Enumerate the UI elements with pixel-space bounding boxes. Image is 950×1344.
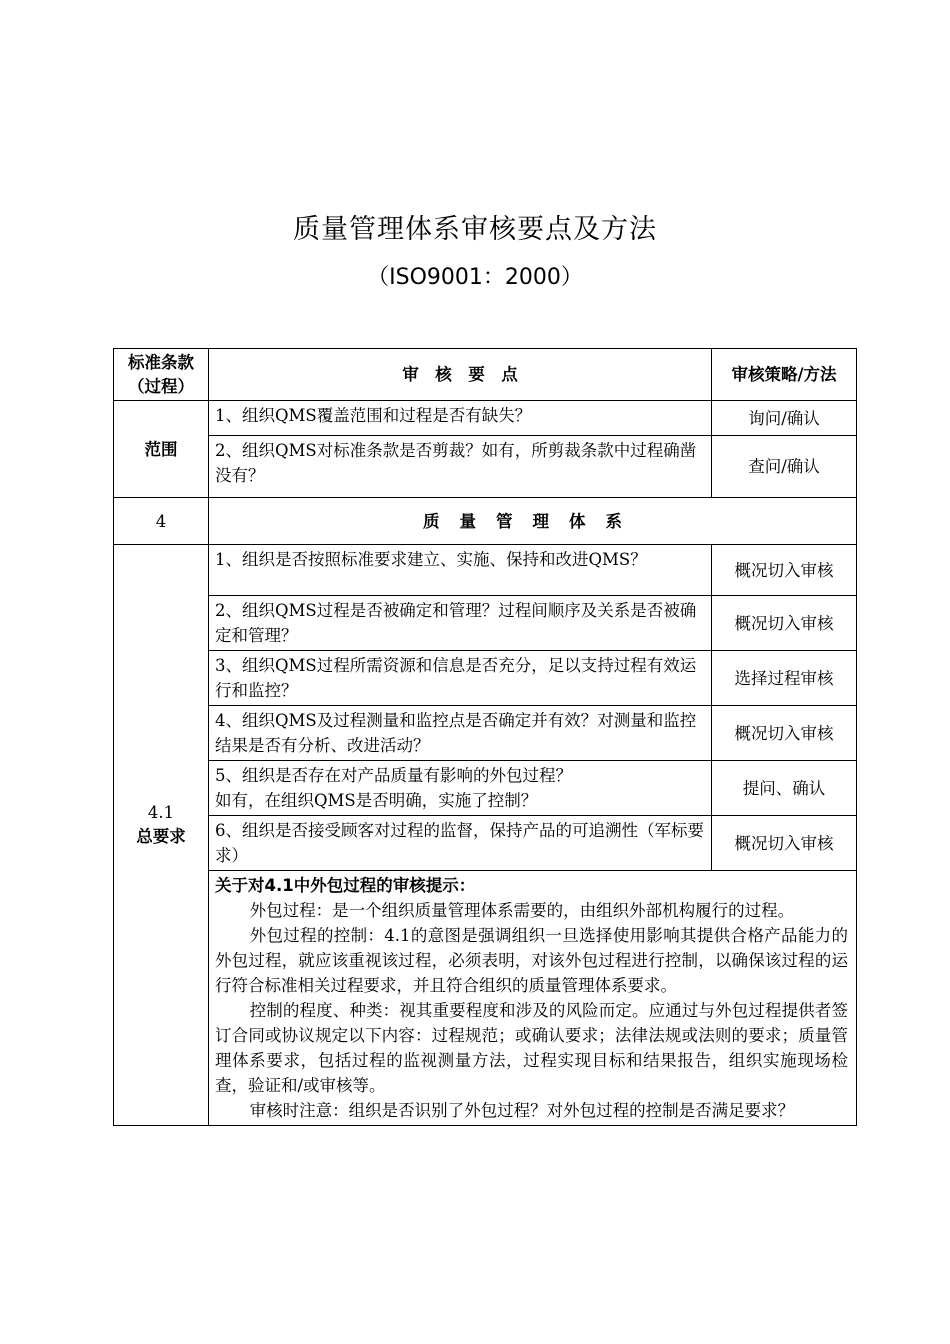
audit-table <box>113 348 857 1126</box>
document-subtitle: （ISO9001：2000） <box>367 265 583 290</box>
hint-paragraph: 控制的程度、种类：视其重要程度和涉及的风险而定。应通过与外包过程提供者签订合同或协议规定以下内容：过程规范；或确认要求；法律法规或法则的要求；质量管理体系要求，包括过程的监视测量方法，过程实现目标和结果报告，组织实施现场检查，验证和/或审核等。 <box>215 1001 848 1095</box>
audit-method: 概况切入审核 <box>712 545 857 596</box>
table-row <box>114 401 857 436</box>
table-row <box>114 545 857 596</box>
table-header-row <box>114 349 857 401</box>
section-row <box>114 498 857 545</box>
hint-heading: 关于对4.1中外包过程的审核提示： <box>215 876 476 895</box>
hint-paragraph: 外包过程的控制：4.1的意图是强调组织一旦选择使用影响其提供合格产品能力的外包过程，就应该重视该过程，必须表明，对该外包过程进行控制，以确保该过程的运行符合标准相关过程要求，并且符合组织的质量管理体系要求。 <box>215 926 848 995</box>
hint-row <box>114 871 857 1126</box>
audit-method: 提问、确认 <box>712 761 857 816</box>
section-title: 质量管理体系 <box>209 498 857 545</box>
outsourcing-audit-hint <box>209 871 857 1126</box>
audit-point: 5、组织是否存在对产品质量有影响的外包过程？ 如有，在组织QMS是否明确，实施了控制？ <box>209 761 712 816</box>
header-audit-points: 审 核 要 点 <box>209 349 712 401</box>
audit-method: 概况切入审核 <box>712 816 857 871</box>
clause-general-requirements <box>114 545 209 1126</box>
table-row <box>114 816 857 871</box>
table-row <box>114 436 857 498</box>
table-row <box>114 761 857 816</box>
header-clause: 标准条款（过程） <box>114 349 209 401</box>
audit-method: 选择过程审核 <box>712 651 857 706</box>
clause-name: 总要求 <box>136 827 186 846</box>
section-clause-number: 4 <box>114 498 209 545</box>
audit-point: 2、组织QMS对标准条款是否剪裁？如有，所剪裁条款中过程确凿没有？ <box>209 436 712 498</box>
hint-paragraph: 审核时注意：组织是否识别了外包过程？对外包过程的控制是否满足要求？ <box>249 1101 795 1120</box>
clause-number: 4.1 <box>147 803 175 822</box>
table-row <box>114 651 857 706</box>
audit-point: 3、组织QMS过程所需资源和信息是否充分，足以支持过程有效运行和监控？ <box>209 651 712 706</box>
audit-method: 查问/确认 <box>712 436 857 498</box>
table-row <box>114 596 857 651</box>
audit-point: 4、组织QMS及过程测量和监控点是否确定并有效？对测量和监控结果是否有分析、改进活动？ <box>209 706 712 761</box>
document-title: 质量管理体系审核要点及方法 <box>293 214 657 245</box>
audit-method: 询问/确认 <box>712 401 857 436</box>
hint-paragraph: 外包过程：是一个组织质量管理体系需要的，由组织外部机构履行的过程。 <box>249 901 795 920</box>
audit-method: 概况切入审核 <box>712 706 857 761</box>
clause-scope: 范围 <box>114 401 209 498</box>
audit-point: 6、组织是否接受顾客对过程的监督，保持产品的可追溯性（军标要求） <box>209 816 712 871</box>
audit-method: 概况切入审核 <box>712 596 857 651</box>
header-method: 审核策略/方法 <box>712 349 857 401</box>
audit-point: 1、组织是否按照标准要求建立、实施、保持和改进QMS？ <box>209 545 712 596</box>
audit-point: 2、组织QMS过程是否被确定和管理？过程间顺序及关系是否被确定和管理？ <box>209 596 712 651</box>
table-row <box>114 706 857 761</box>
audit-point: 1、组织QMS覆盖范围和过程是否有缺失？ <box>209 401 712 436</box>
